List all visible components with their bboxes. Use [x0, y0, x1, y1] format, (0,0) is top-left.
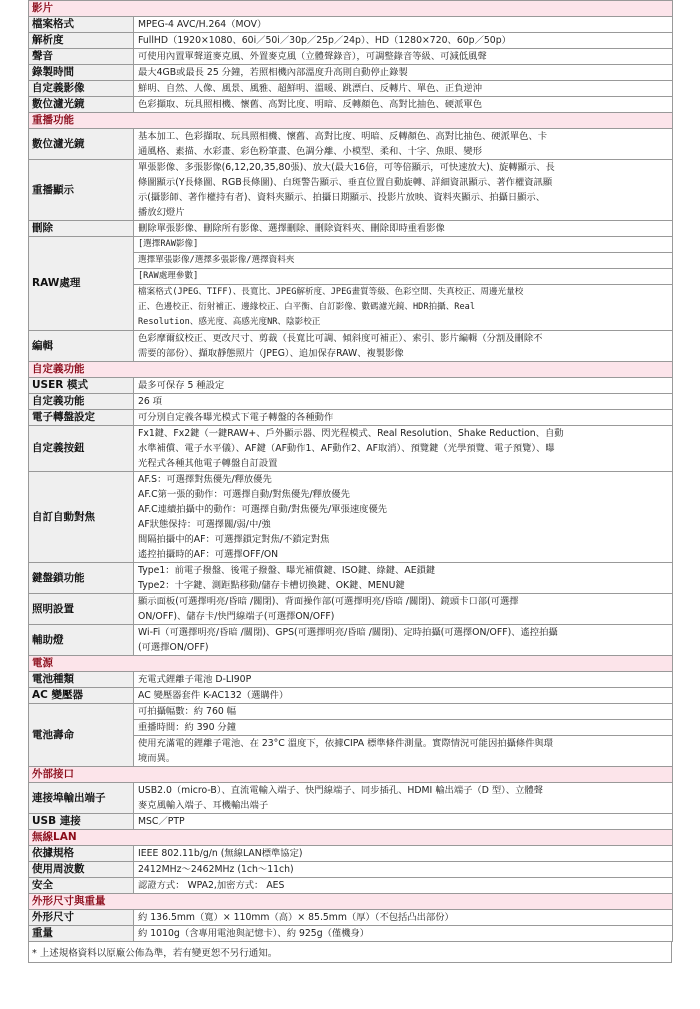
spec-row-delete [29, 221, 673, 237]
value-line: ON/OFF)、儲存卡/快門線端子(可選擇ON/OFF) [138, 611, 335, 622]
spec-value [134, 783, 673, 814]
value-line: 示(攝影師、著作權持有者)、資料夾顯示、拍攝日期顯示、投影片放映、資料夾顯示、拍攝日顯示、 [138, 192, 546, 203]
spec-value [134, 736, 673, 767]
spec-label: 自定義功能 [29, 394, 134, 410]
section-title: 無線LAN [29, 830, 673, 846]
value-line: 基本加工、色彩擷取、玩具照相機、懷舊、高對比度、明暗、反轉顏色、高對比抽色、硬派單色、卡 [138, 131, 548, 142]
spec-value: [選擇RAW影像] [134, 237, 673, 253]
spec-label: 輔助燈 [29, 625, 134, 656]
value-line: 正、色邊校正、衍射補正、邊緣校正、白平衡、自訂影像、數碼濾光鏡、HDR拍攝、Real [138, 302, 475, 312]
spec-value: [RAW處理參數] [134, 269, 673, 285]
value-line: AF狀態保持：可選擇關/弱/中/強 [138, 519, 271, 530]
section-header-power [29, 656, 673, 672]
value-line: 顯示面板(可選擇明亮/昏暗 /關閉)、背面操作部(可選擇明亮/昏暗 /關閉)、鏡頭卡口部(可選擇 [138, 596, 519, 607]
section-header-custom [29, 362, 673, 378]
spec-row-sound [29, 49, 673, 65]
spec-label: 聲音 [29, 49, 134, 65]
spec-row-key-lock [29, 563, 673, 594]
spec-label: 依據規格 [29, 846, 134, 862]
value-line: (可選擇ON/OFF) [138, 642, 209, 653]
spec-value: FullHD（1920×1080、60i／50i／30p／25p／24p）、HD（1280×720、60p／50p） [134, 33, 673, 49]
spec-value: IEEE 802.11b/g/n (無線LAN標準協定) [134, 846, 673, 862]
spec-label: 電池壽命 [29, 704, 134, 767]
spec-value: 2412MHz～2462MHz (1ch～11ch) [134, 862, 673, 878]
spec-value [134, 285, 673, 331]
value-line: Fx1鍵、Fx2鍵（一鍵RAW+、戶外顯示器、閃光程模式、Real Resolution、Shake Reduction、自動 [138, 428, 564, 439]
section-header-wlan [29, 830, 673, 846]
spec-label: 使用周波數 [29, 862, 134, 878]
value-line: 遙控拍攝時的AF：可選擇OFF/ON [138, 549, 279, 560]
spec-label: 外形尺寸 [29, 910, 134, 926]
value-line: AF.C連續拍攝中的動作：可選擇自動/對焦優先/單張速度優先 [138, 504, 388, 515]
spec-value [134, 331, 673, 362]
spec-label: 電池種類 [29, 672, 134, 688]
spec-value: 最多可保存 5 種設定 [134, 378, 673, 394]
spec-row-resolution [29, 33, 673, 49]
spec-label: 檔案格式 [29, 17, 134, 33]
spec-value: 色彩擷取、玩具照相機、懷舊、高對比度、明暗、反轉顏色、高對比抽色、硬派單色 [134, 97, 673, 113]
spec-value [134, 472, 673, 563]
spec-label: RAW處理 [29, 237, 134, 331]
spec-row-wlan-security [29, 878, 673, 894]
section-title: 外部接口 [29, 767, 673, 783]
spec-table [28, 0, 673, 942]
spec-value [134, 129, 673, 160]
spec-value: AC 變壓器套件 K-AC132（選購件） [134, 688, 673, 704]
spec-row-custom-af [29, 472, 673, 563]
value-line: 播放幻燈片 [138, 207, 185, 218]
spec-value: MSC／PTP [134, 814, 673, 830]
spec-value [134, 594, 673, 625]
spec-label: 重量 [29, 926, 134, 942]
spec-value: 認證方式： WPA2,加密方式： AES [134, 878, 673, 894]
spec-label: 連接埠輸出端子 [29, 783, 134, 814]
spec-label: USB 連接 [29, 814, 134, 830]
spec-label: 解析度 [29, 33, 134, 49]
value-line: AF.C第一張的動作：可選擇自動/對焦優先/釋放優先 [138, 489, 350, 500]
value-line: Type1：前電子撥盤、後電子撥盤、曝光補償鍵、ISO鍵、綠鍵、AE鎖鍵 [138, 565, 436, 576]
section-title: 電源 [29, 656, 673, 672]
spec-label: 編輯 [29, 331, 134, 362]
spec-label: 自定義按鈕 [29, 426, 134, 472]
spec-label: 重播顯示 [29, 160, 134, 221]
spec-row-assist-light [29, 625, 673, 656]
value-line: USB2.0（micro-B）、直流電輸入端子、快門線端子、同步插孔、HDMI 輸出端子（D 型）、立體聲 [138, 785, 543, 796]
spec-row-file-format [29, 17, 673, 33]
spec-row-edial [29, 410, 673, 426]
spec-value [134, 426, 673, 472]
value-line: 單張影像、多張影像(6,12,20,35,80張)、放大(最大16倍，可等倍顯示，可快速放大)、旋轉顯示、長 [138, 162, 555, 173]
spec-row-adapter [29, 688, 673, 704]
spec-row-weight [29, 926, 673, 942]
spec-row-usb [29, 814, 673, 830]
footnote: * 上述規格資料以原廠公佈為準，若有變更恕不另行通知。 [28, 942, 672, 963]
value-line: 麥克風輸入端子、耳機輸出端子 [138, 800, 269, 811]
spec-label: 照明設置 [29, 594, 134, 625]
spec-row-rec-time [29, 65, 673, 81]
section-header-dimensions [29, 894, 673, 910]
spec-row-custom-image [29, 81, 673, 97]
spec-row-wlan-freq [29, 862, 673, 878]
spec-value: 26 項 [134, 394, 673, 410]
value-line: 色彩摩爾紋校正、更改尺寸、剪裁（長寬比可調、傾斜度可補正）、索引、影片編輯（分割及刪除不 [138, 333, 543, 344]
value-line: 間隔拍攝中的AF：可選擇鎖定對焦/不鎖定對焦 [138, 534, 330, 545]
spec-row-raw [29, 237, 673, 253]
spec-value: 充電式鋰離子電池 D-LI90P [134, 672, 673, 688]
value-line: 水準補償、電子水平儀）、AF鍵（AF動作1、AF動作2、AF取消）、預覽鍵（光學預覽、電子預覽）、曝 [138, 443, 555, 454]
spec-label: AC 變壓器 [29, 688, 134, 704]
section-title: 外形尺寸與重量 [29, 894, 673, 910]
spec-value [134, 625, 673, 656]
spec-row-custom-button [29, 426, 673, 472]
value-line: 使用充滿電的鋰離子電池、在 23°C 溫度下，依據CIPA 標準條件測量。實際情況可能因拍攝條件與環 [138, 738, 554, 749]
section-title: 自定義功能 [29, 362, 673, 378]
value-line: 光程式各種其他電子轉盤自訂設置 [138, 458, 278, 469]
spec-value: 重播時間：約 390 分鐘 [134, 720, 673, 736]
spec-label: USER 模式 [29, 378, 134, 394]
spec-value: MPEG-4 AVC/H.264（MOV） [134, 17, 673, 33]
spec-value: 約 1010g（含專用電池與記憶卡）、約 925g（僅機身） [134, 926, 673, 942]
value-line: 境而異。 [138, 753, 176, 764]
value-line: 條圖顯示(Y長條圖、RGB長條圖)、白斑警告顯示、垂直位置自動旋轉、詳細資訊顯示、著作權資訊顯 [138, 177, 553, 188]
value-line: 通風格、素描、水彩畫、彩色粉筆畫、色調分離、小模型、柔和、十字、魚眼、變形 [138, 146, 482, 157]
spec-value: 最大4GB或最長 25 分鐘，若照相機內部溫度升高則自動停止錄製 [134, 65, 673, 81]
spec-label: 數位濾光鏡 [29, 129, 134, 160]
spec-row-lighting [29, 594, 673, 625]
value-line: Wi-Fi（可選擇明亮/昏暗 /關閉)、GPS(可選擇明亮/昏暗 /關閉)、定時拍攝(可選擇ON/OFF)、遙控拍攝 [138, 627, 558, 638]
spec-value: 可分別自定義各曝光模式下電子轉盤的各種動作 [134, 410, 673, 426]
spec-label: 刪除 [29, 221, 134, 237]
spec-value [134, 563, 673, 594]
spec-row-wlan-standard [29, 846, 673, 862]
spec-value [134, 160, 673, 221]
spec-row-ports [29, 783, 673, 814]
spec-value: 鮮明、自然、人像、風景、風雅、超鮮明、溫暖、跳漂白、反轉片、單色、正負逆沖 [134, 81, 673, 97]
spec-label: 電子轉盤設定 [29, 410, 134, 426]
spec-value: 約 136.5mm（寬）× 110mm（高）× 85.5mm（厚）（不包括凸出部份） [134, 910, 673, 926]
spec-row-battery-life [29, 704, 673, 720]
spec-label: 自定義影像 [29, 81, 134, 97]
spec-row-digital-filter [29, 97, 673, 113]
spec-label: 鍵盤鎖功能 [29, 563, 134, 594]
section-title: 影片 [29, 1, 673, 17]
spec-value: 刪除單張影像、刪除所有影像、選擇刪除、刪除資料夾、刪除即時重看影像 [134, 221, 673, 237]
spec-row-custom-functions [29, 394, 673, 410]
section-header-interface [29, 767, 673, 783]
spec-label: 安全 [29, 878, 134, 894]
spec-label: 數位濾光鏡 [29, 97, 134, 113]
spec-row-size [29, 910, 673, 926]
section-header-video [29, 1, 673, 17]
value-line: Type2：十字鍵、測距點移動/儲存卡槽切換鍵、OK鍵、MENU鍵 [138, 580, 405, 591]
spec-row-playback-display [29, 160, 673, 221]
section-header-playback [29, 113, 673, 129]
spec-value: 選擇單張影像/選擇多張影像/選擇資料夾 [134, 253, 673, 269]
spec-label: 自訂自動對焦 [29, 472, 134, 563]
value-line: 需要的部份）、擷取靜態照片（JPEG）、追加保存RAW、複製影像 [138, 348, 404, 359]
spec-sheet [28, 0, 672, 963]
spec-row-playback-filter [29, 129, 673, 160]
spec-value: 可使用內置單聲道麥克風、外置麥克風（立體聲錄音），可調整錄音等級、可減低風聲 [134, 49, 673, 65]
spec-row-user-mode [29, 378, 673, 394]
value-line: Resolution、感光度、高感光度NR、陰影校正 [138, 317, 321, 327]
section-title: 重播功能 [29, 113, 673, 129]
spec-row-edit [29, 331, 673, 362]
spec-value: 可拍攝幅數：約 760 幅 [134, 704, 673, 720]
value-line: AF.S：可選擇對焦優先/釋放優先 [138, 474, 272, 485]
spec-label: 錄製時間 [29, 65, 134, 81]
value-line: 檔案格式(JPEG、TIFF)、長寬比、JPEG解析度、JPEG畫質等級、色彩空間、失真校正、周邊光量校 [138, 287, 524, 297]
spec-row-battery [29, 672, 673, 688]
